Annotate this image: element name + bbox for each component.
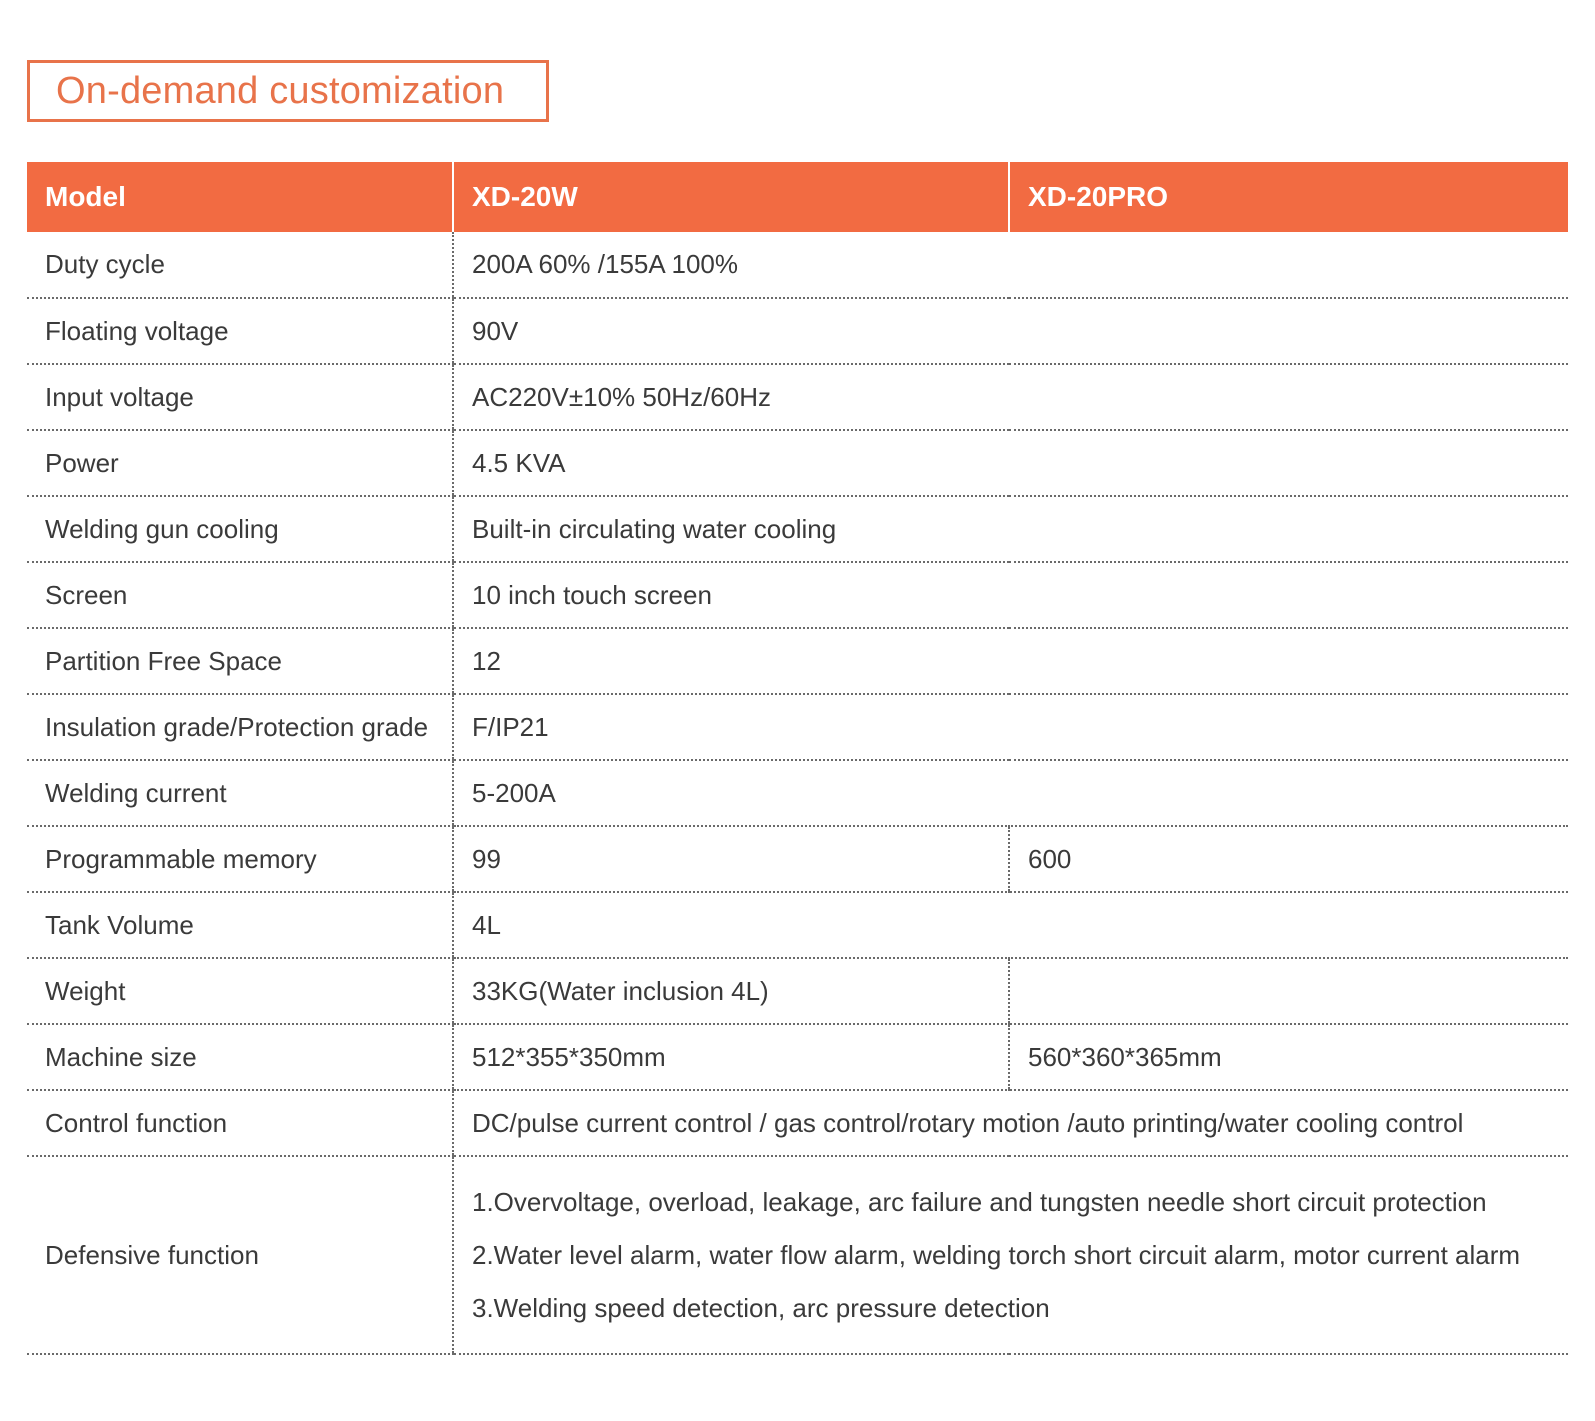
spec-table [27, 162, 1568, 1355]
row-label: Input voltage [27, 364, 453, 430]
row-label: Power [27, 430, 453, 496]
table-row [27, 496, 1568, 562]
table-row [27, 1090, 1568, 1156]
row-value-xd-20w: 33KG(Water inclusion 4L) [453, 958, 1009, 1024]
table-row-defensive [27, 1156, 1568, 1354]
row-label: Insulation grade/Protection grade [27, 694, 453, 760]
defensive-line: 1.Overvoltage, overload, leakage, arc failure and tungsten needle short circuit protection [472, 1186, 1487, 1217]
row-label: Programmable memory [27, 826, 453, 892]
row-value-xd-20w: 512*355*350mm [453, 1024, 1009, 1090]
table-row [27, 430, 1568, 496]
defensive-lines [453, 1156, 1568, 1354]
row-value: DC/pulse current control / gas control/rotary motion /auto printing/water cooling control [453, 1090, 1568, 1156]
table-row [27, 364, 1568, 430]
table-row [27, 892, 1568, 958]
row-value: 4.5 KVA [453, 430, 1568, 496]
row-value: 200A 60% /155A 100% [453, 232, 1568, 298]
table-header-row [27, 162, 1568, 232]
table-row [27, 232, 1568, 298]
row-value-xd-20w: 99 [453, 826, 1009, 892]
defensive-line: 3.Welding speed detection, arc pressure detection [472, 1292, 1050, 1323]
row-value: 10 inch touch screen [453, 562, 1568, 628]
table-row [27, 628, 1568, 694]
row-label: Weight [27, 958, 453, 1024]
row-value: Built-in circulating water cooling [453, 496, 1568, 562]
row-label: Defensive function [27, 1156, 453, 1354]
row-value: 5-200A [453, 760, 1568, 826]
row-value-xd-20pro [1009, 958, 1568, 1024]
row-label: Machine size [27, 1024, 453, 1090]
table-row [27, 694, 1568, 760]
defensive-line: 2.Water level alarm, water flow alarm, welding torch short circuit alarm, motor current alarm [472, 1239, 1521, 1270]
row-value-xd-20pro: 560*360*365mm [1009, 1024, 1568, 1090]
table-row [27, 760, 1568, 826]
table-row [27, 298, 1568, 364]
table-row [27, 958, 1568, 1024]
row-value: 12 [453, 628, 1568, 694]
table-row [27, 826, 1568, 892]
table-row [27, 1024, 1568, 1090]
row-label: Welding gun cooling [27, 496, 453, 562]
page-title: On-demand customization [27, 60, 549, 122]
header-model: Model [27, 162, 453, 232]
row-value: AC220V±10% 50Hz/60Hz [453, 364, 1568, 430]
header-xd-20w: XD-20W [453, 162, 1009, 232]
row-label: Screen [27, 562, 453, 628]
row-value: 90V [453, 298, 1568, 364]
row-value: 4L [453, 892, 1568, 958]
row-label: Control function [27, 1090, 453, 1156]
table-row [27, 562, 1568, 628]
row-label: Duty cycle [27, 232, 453, 298]
row-label: Floating voltage [27, 298, 453, 364]
row-label: Partition Free Space [27, 628, 453, 694]
header-xd-20pro: XD-20PRO [1009, 162, 1568, 232]
row-label: Tank Volume [27, 892, 453, 958]
row-value: F/IP21 [453, 694, 1568, 760]
row-label: Welding current [27, 760, 453, 826]
row-value-xd-20pro: 600 [1009, 826, 1568, 892]
